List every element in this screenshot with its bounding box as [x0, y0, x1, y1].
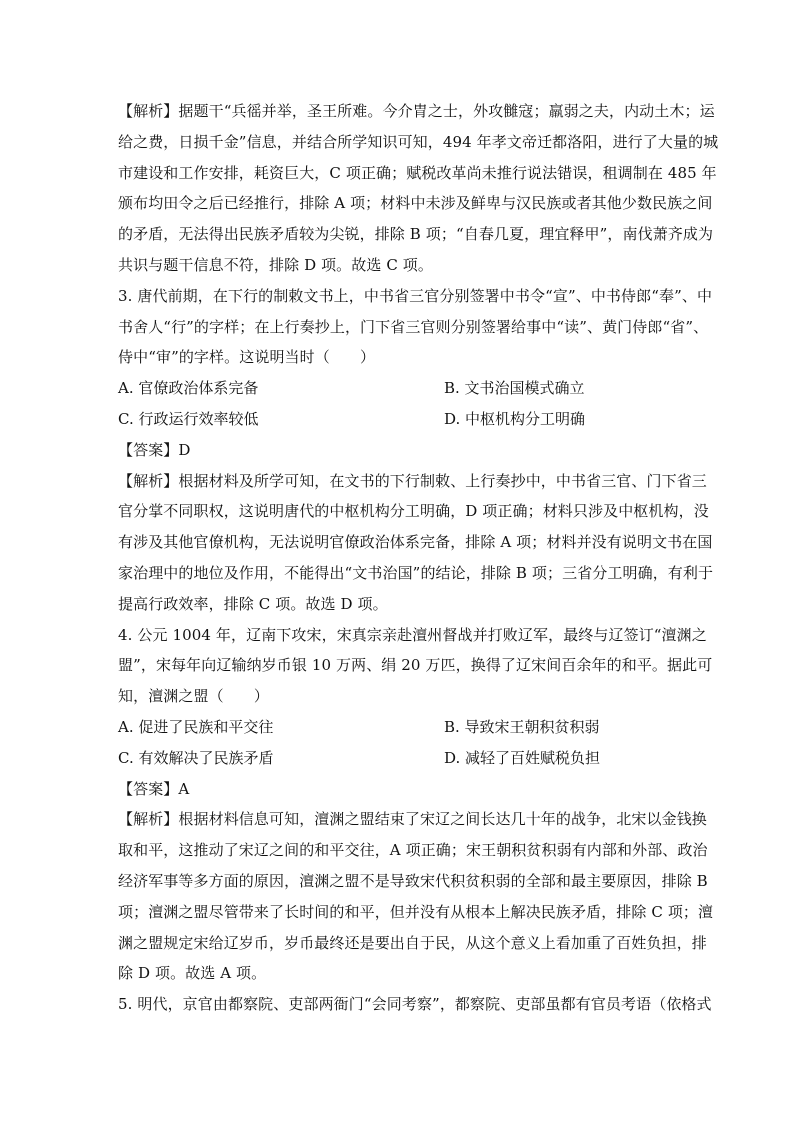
option-b: B. 文书治国模式确立 — [444, 379, 585, 398]
document-page — [118, 96, 719, 1020]
answer-line: 【答案】D — [118, 440, 191, 459]
option-c: C. 有效解决了民族矛盾 — [118, 748, 274, 767]
analysis-line: 市建设和工作安排，耗资巨大，C 项正确；赋税改革尚未推行说法错误，租调制在 485 年 — [118, 163, 717, 182]
question-stem-line: 3. 唐代前期，在下行的制敕文书上，中书省三官分别签署中书令“宣”、中书侍郎“奉”、中 — [118, 286, 713, 305]
question-stem-line: 5. 明代，京官由都察院、吏部两衙门“会同考察”，都察院、吏部虽都有官员考语（依格式 — [118, 995, 712, 1014]
question-stem-line: 盟”，宋每年向辽输纳岁币银 10 万两、绢 20 万匹，换得了辽宋间百余年的和平。据此可 — [118, 656, 713, 675]
analysis-line: 官分掌不同职权，这说明唐代的中枢机构分工明确，D 项正确；材料只涉及中枢机构，没 — [118, 502, 709, 521]
option-d: D. 减轻了百姓赋税负担 — [444, 748, 601, 767]
analysis-line: 提高行政效率，排除 C 项。故选 D 项。 — [118, 594, 388, 613]
question-3 — [118, 281, 714, 620]
question-stem-line: 侍中“审”的字样。这说明当时（ ） — [118, 348, 376, 367]
answer-line: 【答案】A — [118, 779, 190, 798]
analysis-line: 【解析】根据材料信息可知，澶渊之盟结束了宋辽之间长达几十年的战争，北宋以金钱换 — [118, 810, 707, 829]
analysis-line: 除 D 项。故选 A 项。 — [118, 964, 267, 983]
analysis-line: 取和平，这推动了宋辽之间的和平交往，A 项正确；宋王朝积贫积弱有内部和外部、政治 — [118, 841, 708, 860]
option-b: B. 导致宋王朝积贫积弱 — [444, 717, 600, 736]
option-a: A. 促进了民族和平交往 — [118, 717, 274, 736]
analysis-line: 共识与题干信息不符，排除 D 项。故选 C 项。 — [118, 255, 433, 274]
analysis-line: 【解析】据题干“兵徭并举，圣王所难。今介胄之士，外攻雠寇；羸弱之夫，内动土木；运 — [118, 102, 715, 120]
question-stem-line: 4. 公元 1004 年，辽南下攻宋，宋真宗亲赴澶州督战并打败辽军，最终与辽签订“澶渊之 — [118, 625, 707, 644]
options-row — [118, 712, 674, 743]
option-d: D. 中枢机构分工明确 — [444, 409, 586, 428]
analysis-line: 【解析】根据材料及所学可知，在文书的下行制敕、上行奏抄中，中书省三官、门下省三 — [118, 471, 707, 490]
analysis-line: 项；澶渊之盟尽管带来了长时间的和平，但并没有从根本上解决民族矛盾，排除 C 项；澶 — [118, 902, 714, 921]
analysis-line: 家治理中的地位及作用，不能得出“文书治国”的结论，排除 B 项；三省分工明确，有利于 — [118, 563, 714, 582]
analysis-line: 有涉及其他官僚机构，无法说明官僚政治体系完备，排除 A 项；材料并没有说明文书在国 — [118, 533, 713, 552]
options-row — [118, 404, 674, 435]
analysis-line: 颁布均田令之后已经推行，排除 A 项；材料中未涉及鲜卑与汉民族或者其他少数民族之间 — [118, 194, 713, 213]
analysis-line: 经济军事等多方面的原因，澶渊之盟不是导致宋代积贫积弱的全部和最主要原因，排除 B — [118, 871, 708, 890]
question-4 — [118, 620, 714, 990]
analysis-q2 — [118, 96, 719, 281]
option-a: A. 官僚政治体系完备 — [118, 379, 259, 398]
question-5 — [118, 989, 712, 1020]
options-row — [118, 743, 674, 774]
analysis-line: 的矛盾，无法得出民族矛盾较为尖锐，排除 B 项；“自春几夏，理宜释甲”，南伐萧齐成为 — [118, 225, 714, 244]
analysis-line: 给之费，日损千金”信息，并结合所学知识可知，494 年孝文帝迁都洛阳，进行了大量的城 — [118, 132, 719, 151]
option-c: C. 行政运行效率较低 — [118, 409, 259, 428]
options-row — [118, 373, 674, 404]
analysis-line: 渊之盟规定宋给辽岁币，岁币最终还是要出自于民，从这个意义上看加重了百姓负担，排 — [118, 933, 707, 952]
question-stem-line: 知，澶渊之盟（ ） — [118, 687, 270, 706]
question-stem-line: 书舍人“行”的字样；在上行奏抄上，门下省三官则分别签署给事中“读”、黄门侍郎“省”、 — [118, 317, 709, 336]
